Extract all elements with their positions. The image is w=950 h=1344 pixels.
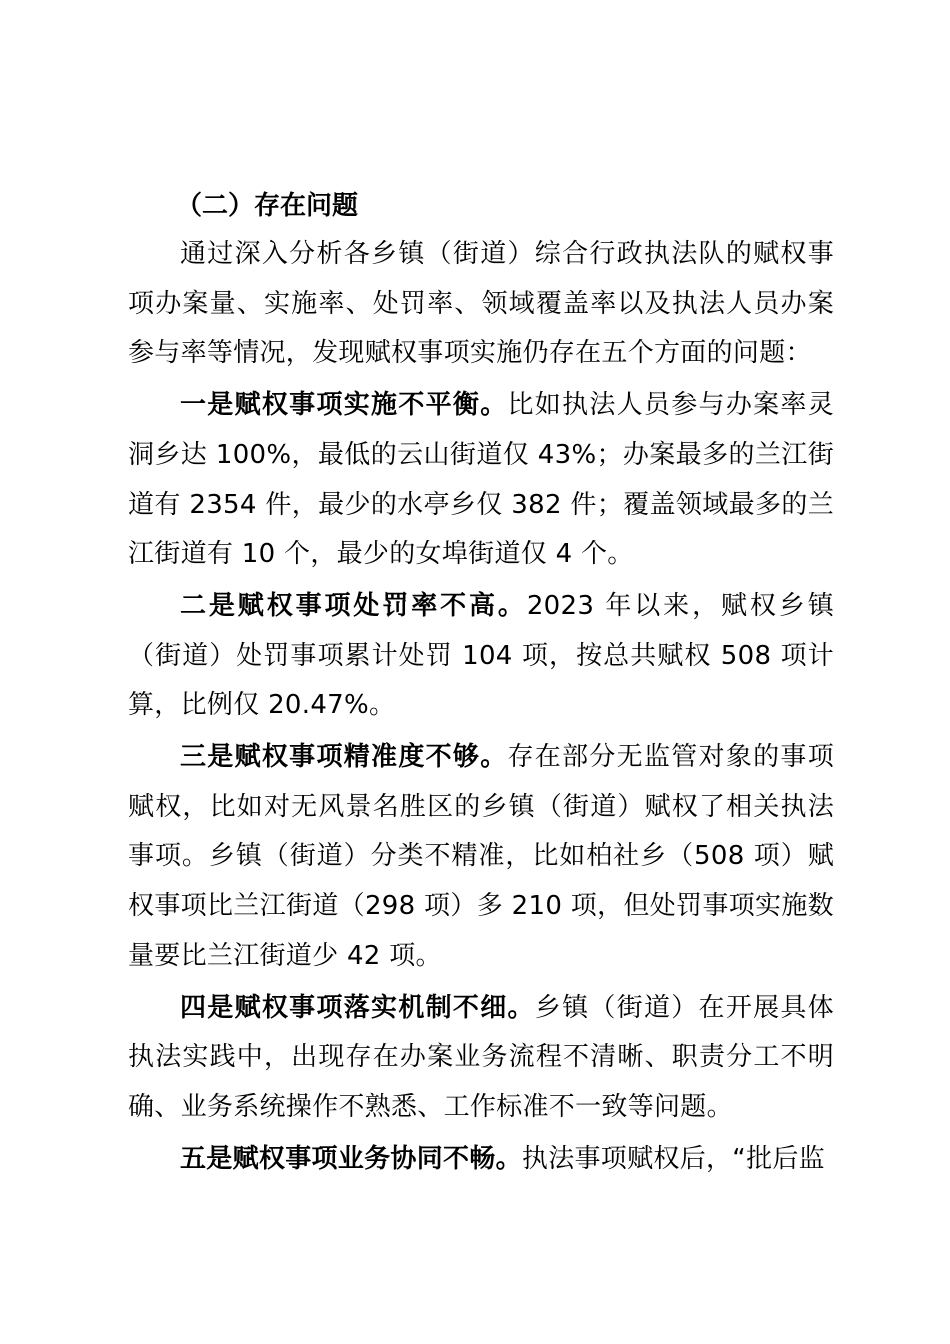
paragraph-lead: 五是赋权事项业务协同不畅。 <box>180 1143 522 1174</box>
paragraph-body: 乡镇（街道）在开展具体执法实践中，出现存在办案业务流程不清晰、职责分工不明确、业务系统操作不熟悉、工作标准不一致等问题。 <box>128 992 834 1122</box>
paragraph-body: 2023 年以来，赋权乡镇（街道）处罚事项累计处罚 104 项，按总共赋权 508 项计算，比例仅 20.47%。 <box>128 590 834 721</box>
paragraph-body: 比如执法人员参与办案率灵洞乡达 100%，最低的云山街道仅 43%；办案最多的兰江街道有 2354 件，最少的水亭乡仅 382 件；覆盖领域最多的兰江街道有 10 个，最少的女埠街道仅 4 个。 <box>128 390 834 570</box>
paragraph-body: 通过深入分析各乡镇（街道）综合行政执法队的赋权事项办案量、实施率、处罚率、领域覆盖率以及执法人员办案参与率等情况，发现赋权事项实施仍存在五个方面的问题： <box>128 239 834 369</box>
paragraph-lead: 二是赋权事项处罚率不高。 <box>180 590 527 621</box>
paragraph-lead: 三是赋权事项精准度不够。 <box>180 742 508 773</box>
problem-paragraph-1 <box>128 381 834 580</box>
section-heading: （二）存在问题 <box>176 191 359 221</box>
paragraph-body: 执法事项赋权后，“批后监 <box>521 1143 825 1174</box>
intro-paragraph <box>128 230 834 379</box>
body-text <box>128 230 834 1184</box>
problem-paragraph-2 <box>128 582 834 731</box>
paragraph-lead: 四是赋权事项落实机制不细。 <box>180 992 535 1023</box>
problem-paragraph-3 <box>128 733 834 982</box>
paragraph-lead: 一是赋权事项实施不平衡。 <box>180 390 508 421</box>
problem-paragraph-5 <box>128 1135 834 1185</box>
paragraph-body: 存在部分无监管对象的事项赋权，比如对无风景名胜区的乡镇（街道）赋权了相关执法事项。乡镇（街道）分类不精准，比如柏社乡（508 项）赋权事项比兰江街道（298 项）多 210 项，但处罚事项实施数量要比兰江街道少 42 项。 <box>128 742 834 971</box>
problem-paragraph-4 <box>128 984 834 1133</box>
